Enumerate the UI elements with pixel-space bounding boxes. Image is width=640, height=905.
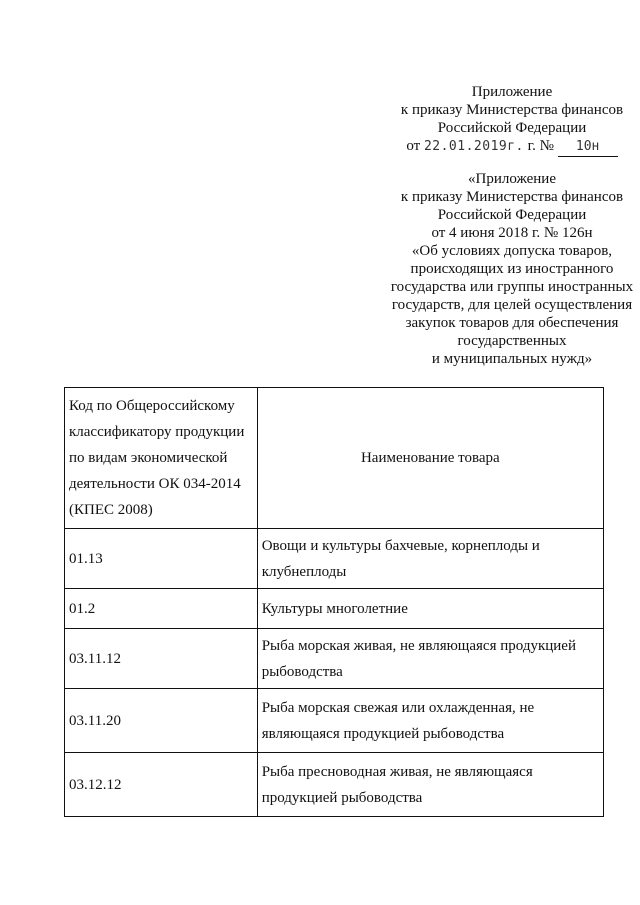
row-code: 01.2 <box>65 589 258 629</box>
row-name-line: Овощи и культуры бахчевые, корнеплоды и <box>261 537 540 554</box>
row-code: 01.13 <box>65 529 258 589</box>
row-name <box>257 689 603 753</box>
row-name <box>257 589 603 629</box>
quoted-line: государства или группы иностранных <box>390 279 634 295</box>
row-code: 03.11.20 <box>65 689 258 753</box>
quoted-line: «Об условиях допуска товаров, <box>411 243 613 259</box>
row-name-line: продукцией рыбоводства <box>261 789 423 806</box>
code-column-header <box>65 388 258 529</box>
row-name <box>257 753 603 817</box>
row-name <box>257 629 603 689</box>
appendix-country: Российской Федерации <box>437 120 587 136</box>
row-name-line: клубнеплоды <box>261 563 347 580</box>
quoted-line: государств, для целей осуществления <box>391 297 633 313</box>
quoted-line: государственных <box>457 333 567 349</box>
appendix-title: Приложение <box>471 84 553 100</box>
quoted-line: и муниципальных нужд» <box>431 351 593 367</box>
appendix-order-ref: к приказу Министерства финансов <box>400 102 624 118</box>
appendix-date-line <box>362 137 640 157</box>
table-row <box>65 589 604 629</box>
code-header-line: деятельности ОК 034-2014 <box>69 476 241 492</box>
code-header-line: по видам экономической <box>69 450 228 466</box>
quoted-line: «Приложение <box>467 171 556 187</box>
date-prefix: от <box>406 138 421 154</box>
quoted-line: закупок товаров для обеспечения <box>405 315 619 331</box>
row-name-line: Рыба морская живая, не являющаяся продукцией <box>261 637 576 654</box>
quoted-line: к приказу Министерства финансов <box>400 189 624 205</box>
row-code: 03.12.12 <box>65 753 258 817</box>
row-name-line: Рыба пресноводная живая, не являющаяся <box>261 763 533 780</box>
goods-table <box>64 387 604 817</box>
row-name-line: Рыба морская свежая или охлажденная, не <box>261 699 535 716</box>
table-row <box>65 629 604 689</box>
table-row <box>65 529 604 589</box>
handwritten-number: 10н <box>558 138 618 157</box>
quoted-line: происходящих из иностранного <box>410 261 614 277</box>
row-name <box>257 529 603 589</box>
quoted-line: от 4 июня 2018 г. № 126н <box>431 225 593 241</box>
code-header-line: (КПЕС 2008) <box>69 502 153 518</box>
row-name-line: рыбоводства <box>261 663 343 680</box>
quoted-appendix-header <box>362 170 640 368</box>
row-name-line: Культуры многолетние <box>261 600 408 617</box>
code-header-line: Код по Общероссийскому <box>69 398 235 414</box>
row-code: 03.11.12 <box>65 629 258 689</box>
quoted-line: Российской Федерации <box>437 207 587 223</box>
handwritten-date: 22.01.2019г. <box>423 139 524 154</box>
table-row <box>65 689 604 753</box>
number-prefix: г. № <box>527 138 554 154</box>
code-header-line: классификатору продукции <box>69 424 245 440</box>
appendix-header <box>362 83 640 157</box>
name-column-header: Наименование товара <box>257 388 603 529</box>
row-name-line: являющаяся продукцией рыбоводства <box>261 725 505 742</box>
table-header-row <box>65 388 604 529</box>
table-row <box>65 753 604 817</box>
